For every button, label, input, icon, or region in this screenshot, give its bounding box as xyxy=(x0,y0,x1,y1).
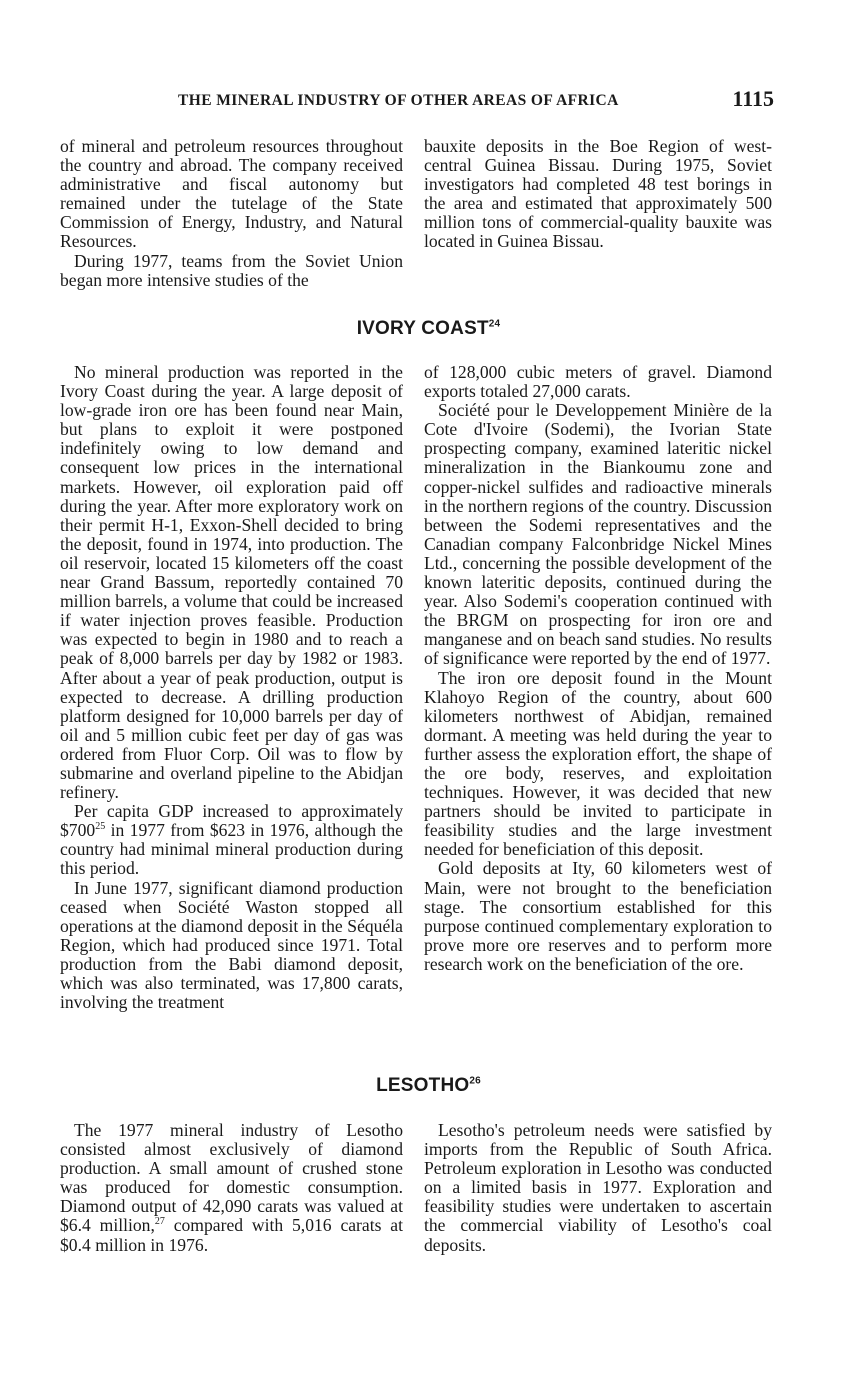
paragraph: The iron ore deposit found in the Mount Klahoyo Region of the country, about 600 kilometers northwest of Abidjan, remained dormant. A meeting was held during the year to further assess the exploration effort, the shape of the ore body, reserves, and exploitation techniques. However, it was decided that new partners should be invited to participate in feasibility studies and the large investment needed for beneficiation of this deposit. xyxy=(424,667,772,860)
paragraph xyxy=(60,1121,403,1255)
section-title: IVORY COAST xyxy=(356,318,489,339)
section-heading-lesotho xyxy=(0,1075,857,1097)
guinea-bissau-right-column xyxy=(424,137,772,252)
section-title: LESOTHO xyxy=(376,1075,470,1096)
running-title: THE MINERAL INDUSTRY OF OTHER AREAS OF AFRICA xyxy=(178,92,619,109)
paragraph: of mineral and petroleum resources throughout the country and abroad. The company received administrative and fiscal autonomy but remained under the tutelage of the State Commission of Energy, Industry, and Natural Resources. xyxy=(60,136,403,252)
lesotho-right-column xyxy=(424,1121,772,1255)
running-header xyxy=(60,86,774,116)
paragraph: Société pour le Developpement Minière de la Cote d'Ivoire (Sodemi), the Ivorian State prospecting company, examined lateritic nickel mineralization in the Biankoumu zone and copper-nickel sulfides and radioactive minerals in the northern regions of the country. Discussion between the Sodemi representatives and the Canadian company Falconbridge Nickel Mines Ltd., concerning the possible development of the known lateritic deposits, continued during the year. Also Sodemi's cooperation continued with the BRGM on prospecting for iron ore and manganese and on beach sand studies. No results of significance were reported by the end of 1977. xyxy=(424,400,772,669)
paragraph: No mineral production was reported in the Ivory Coast during the year. A large deposit of low-grade iron ore has been found near Main, but plans to exploit it were postponed indefinitely owing to low demand and consequent low prices in the international markets. However, oil exploration paid off during the year. After more exploratory work on their permit H-1, Exxon-Shell decided to bring the deposit, found in 1974, into production. The oil reservoir, located 15 kilometers off the coast near Grand Bassum, reportedly contained 70 million barrels, a volume that could be increased if water injection proves feasible. Production was expected to begin in 1980 and to reach a peak of 8,000 barrels per day by 1982 or 1983. After about a year of peak production, output is expected to decrease. A drilling production platform designed for 10,000 barrels per day of oil and 5 million cubic feet per day of gas was ordered from Fluor Corp. Oil was to flow by submarine and overland pipeline to the Abidjan refinery. xyxy=(60,362,403,803)
paragraph-text: Per capita GDP increased to approximately $700 xyxy=(60,801,403,841)
footnote-marker: 24 xyxy=(488,318,501,330)
paragraph-text: in 1977 from $623 in 1976, although the country had minimal mineral production during this period. xyxy=(60,820,403,879)
paragraph: of 128,000 cubic meters of gravel. Diamond exports totaled 27,000 carats. xyxy=(424,362,772,402)
paragraph: Lesotho's petroleum needs were satisfied by imports from the Republic of South Africa. Petroleum exploration in Lesotho was conducted on a limited basis in 1977. Exploration and feasibility studies were undertaken to ascertain the commercial viability of Lesotho's coal deposits. xyxy=(424,1120,772,1255)
lesotho-left-column xyxy=(60,1121,403,1255)
paragraph: In June 1977, significant diamond production ceased when Société Waston stopped all operations at the diamond deposit in the Séquéla Region, which had produced since 1971. Total production from the Babi diamond deposit, which was also terminated, was 17,800 carats, involving the treatment xyxy=(60,877,403,1013)
paragraph: bauxite deposits in the Boe Region of west-central Guinea Bissau. During 1975, Soviet investigators had completed 48 test borings in the area and estimated that approximately 500 million tons of commercial-quality bauxite was located in Guinea Bissau. xyxy=(424,136,772,252)
paragraph: Gold deposits at Ity, 60 kilometers west of Main, were not brought to the beneficiation stage. The consortium established for this purpose continued complementary exploration to prove more ore reserves and to perform more research work on the beneficiation of the ore. xyxy=(424,858,772,974)
footnote-marker: 26 xyxy=(469,1075,481,1087)
footnote-marker: 25 xyxy=(95,821,106,833)
ivory-coast-right-column xyxy=(424,363,772,974)
section-heading-ivory-coast xyxy=(0,318,857,340)
page-number: 1115 xyxy=(732,86,774,111)
paragraph xyxy=(60,802,403,878)
paragraph-text: The 1977 mineral industry of Lesotho consisted almost exclusively of diamond production. A small amount of crushed stone was produced for domestic consumption. Diamond output of 42,090 carats was valued at $6.4 million, xyxy=(60,1120,403,1236)
guinea-bissau-left-column xyxy=(60,137,403,290)
paragraph-text: compared with 5,016 carats at $0.4 million in 1976. xyxy=(60,1215,403,1255)
footnote-marker: 27 xyxy=(154,1216,165,1228)
ivory-coast-left-column xyxy=(60,363,403,1012)
paragraph: During 1977, teams from the Soviet Union began more intensive studies of the xyxy=(60,250,403,290)
